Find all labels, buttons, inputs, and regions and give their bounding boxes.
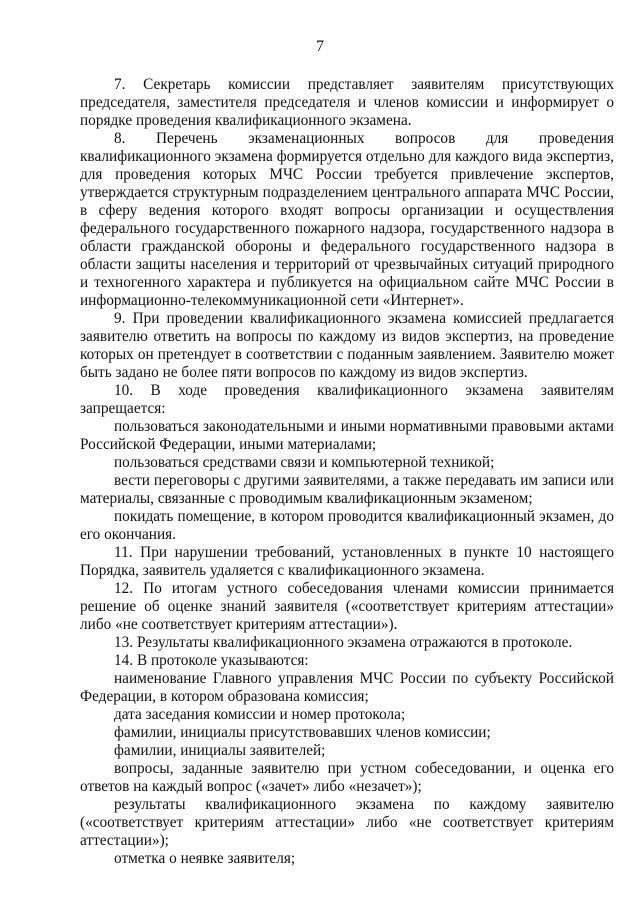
document-body [80, 76, 614, 868]
paragraph-14: 14. В протоколе указываются: [114, 652, 309, 669]
paragraph-13: 13. Результаты квалификационного экзамена отражаются в протоколе. [114, 634, 573, 651]
paragraph-14-item-4: фамилии, инициалы заявителей; [114, 742, 326, 759]
paragraph-10-item-1: пользоваться законодательными и иными нормативными правовыми актами Российской Федерации, иными материалами; [80, 418, 614, 453]
paragraph-14-item-6: результаты квалификационного экзамена по каждому заявителю («соответствует критериям аттестации» либо «не соответствует критериям аттестации»); [80, 796, 614, 849]
paragraph-8: 8. Перечень экзаменационных вопросов для проведения квалификационного экзамена формируется отдельно для каждого вида экспертиз, для проведения которых МЧС России требуется привлечение экспертов, утверждается структурным подразделением центрального аппарата МЧС России, в сферу ведения которого входят вопросы организации и осуществления федерального государственного пожарного надзора, государственного надзора в области гражданской обороны и федерального государственного надзора в области защиты населения и территорий от чрезвычайных ситуаций природного и техногенного характера и публикуется на официальном сайте МЧС России в информационно-телекоммуникационной сети «Интернет». [80, 130, 614, 309]
paragraph-14-item-3: фамилии, инициалы присутствовавших членов комиссии; [114, 724, 491, 741]
paragraph-11: 11. При нарушении требований, установленных в пункте 10 настоящего Порядка, заявитель удаляется с квалификационного экзамена. [80, 544, 614, 579]
page-number: 7 [316, 38, 324, 55]
paragraph-10-item-3: вести переговоры с другими заявителями, а также передавать им записи или материалы, связанные с проводимым квалификационным экзаменом; [80, 472, 614, 507]
paragraph-14-item-5: вопросы, заданные заявителю при устном собеседовании, и оценка его ответов на каждый вопрос («зачет» либо «незачет»); [80, 760, 614, 795]
paragraph-10-item-4: покидать помещение, в котором проводится квалификационный экзамен, до его окончания. [80, 508, 614, 543]
paragraph-10: 10. В ходе проведения квалификационного экзамена заявителям запрещается: [80, 382, 614, 417]
paragraph-14-item-7: отметка о неявке заявителя; [114, 850, 296, 867]
paragraph-12: 12. По итогам устного собеседования членами комиссии принимается решение об оценке знаний заявителя («соответствует критериям аттестации» либо «не соответствует критериям аттестации»). [80, 580, 614, 633]
paragraph-9: 9. При проведении квалификационного экзамена комиссией предлагается заявителю ответить на вопросы по каждому из видов экспертиз, на проведение которых он претендует в соответствии с поданным заявлением. Заявителю может быть задано не более пяти вопросов по каждому из видов экспертиз. [80, 310, 614, 381]
paragraph-7: 7. Секретарь комиссии представляет заявителям присутствующих председателя, заместителя председателя и членов комиссии и информирует о порядке проведения квалификационного экзамена. [80, 76, 614, 129]
paragraph-10-item-2: пользоваться средствами связи и компьютерной техникой; [114, 454, 495, 471]
paragraph-14-item-1: наименование Главного управления МЧС России по субъекту Российской Федерации, в котором образована комиссия; [80, 670, 614, 705]
paragraph-14-item-2: дата заседания комиссии и номер протокола; [114, 706, 406, 723]
